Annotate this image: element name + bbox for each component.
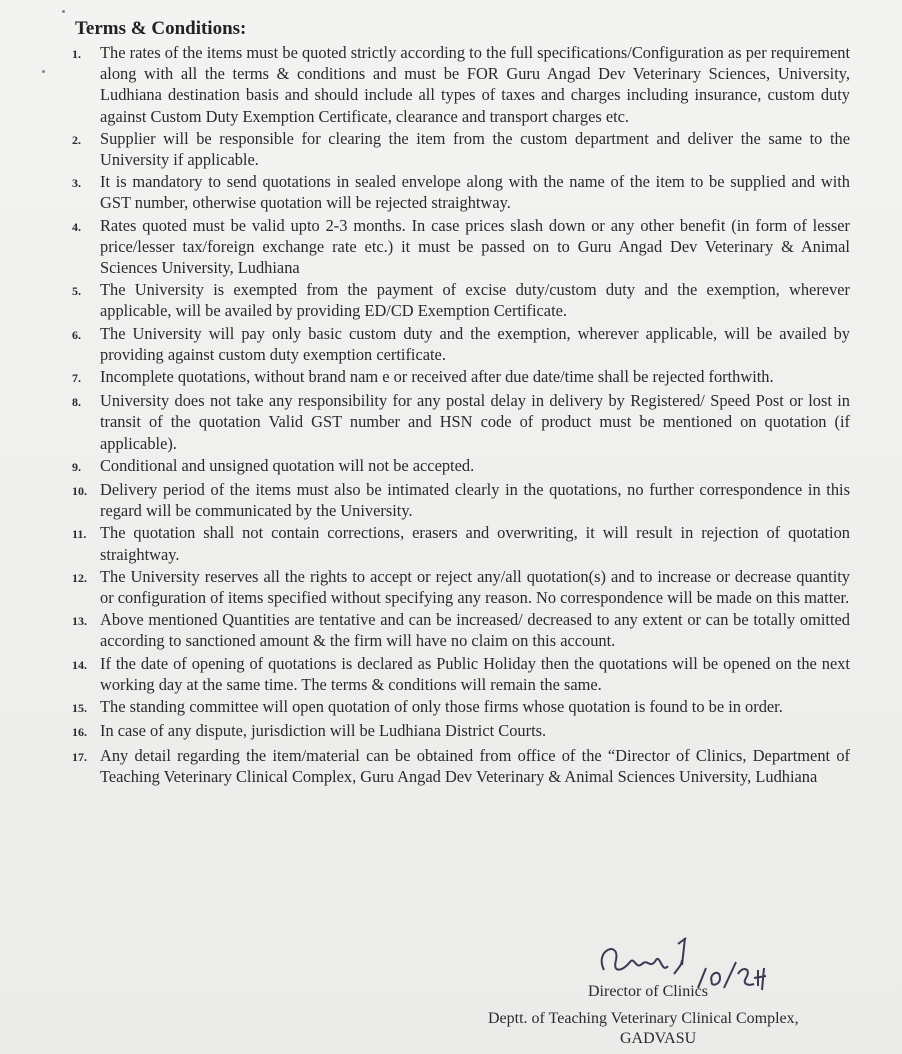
term-number: 8. xyxy=(72,395,81,410)
term-item xyxy=(72,696,850,719)
term-item xyxy=(72,566,850,608)
term-number: 5. xyxy=(72,284,81,299)
term-text: Conditional and unsigned quotation will not be accepted. xyxy=(100,455,475,475)
term-text: Incomplete quotations, without brand nam e or received after due date/time shall be rejected forthwith. xyxy=(100,367,774,387)
term-text: University does not take any responsibility for any postal delay in delivery by Registered/ Speed Post or lost in transit of the quotation Valid GST number and HSN code of product must be mentioned on quotation (if applicable). xyxy=(100,391,850,453)
term-text: The University will pay only basic custom duty and the exemption, wherever applicable, will be availed by providing against custom duty exemption certificate. xyxy=(100,323,850,364)
term-number: 9. xyxy=(72,459,81,474)
term-number: 6. xyxy=(72,327,81,342)
signatory-organization: GADVASU xyxy=(620,1030,697,1047)
term-text: Any detail regarding the item/material can be obtained from office of the “Director of Clinics, Department of Teaching Veterinary Clinical Complex, Guru Angad Dev Veterinary & Animal Sciences University, Ludhiana xyxy=(100,745,850,786)
term-item xyxy=(72,323,850,365)
term-item xyxy=(72,522,850,564)
signatory-designation: Director of Clinics xyxy=(588,983,708,1000)
term-number: 17. xyxy=(72,749,87,764)
term-item xyxy=(72,279,850,321)
term-text: The standing committee will open quotation of only those firms whose quotation is found to be in order. xyxy=(100,697,783,717)
term-number: 7. xyxy=(72,371,81,386)
term-text: It is mandatory to send quotations in sealed envelope along with the name of the item to be supplied and with GST number, otherwise quotation will be rejected straightway. xyxy=(100,172,850,213)
term-number: 2. xyxy=(72,132,81,147)
term-number: 1. xyxy=(72,47,81,61)
term-item xyxy=(72,390,850,454)
term-number: 12. xyxy=(72,570,87,585)
term-text: The rates of the items must be quoted strictly according to the full specifications/Configuration as per requirement along with all the terms & conditions and must be FOR Guru Angad Dev Veterinary Sciences, University, Ludhiana destination basis and should include all types of taxes and charges including insurance, custom duty against Custom Duty Exemption Certificate, clearance and transport charges etc. xyxy=(100,43,850,126)
term-text: Above mentioned Quantities are tentative and can be increased/ decreased to any extent or can be totally omitted according to sanctioned amount & the firm will have no claim on this account. xyxy=(100,610,850,651)
terms-list xyxy=(72,42,850,788)
term-text: Supplier will be responsible for clearing the item from the custom department and deliver the same to the University if applicable. xyxy=(100,128,850,170)
term-number: 4. xyxy=(72,219,81,234)
term-text: Delivery period of the items must also be intimated clearly in the quotations, no further correspondence in this regard will be communicated by the University. xyxy=(100,480,850,521)
term-item xyxy=(72,609,850,651)
term-text: If the date of opening of quotations is declared as Public Holiday then the quotations will be opened on the next working day at the same time. The terms & conditions will remain the same. xyxy=(100,653,850,694)
terms-heading: Terms & Conditions: xyxy=(75,18,247,39)
speck-mark xyxy=(42,70,45,73)
term-item xyxy=(72,215,850,279)
term-text: The University reserves all the rights to accept or reject any/all quotation(s) and to increase or decrease quantity or configuration of items specified without specifying any reason. No correspondence will be made on this matter. xyxy=(100,566,850,608)
term-number: 10. xyxy=(72,484,87,499)
term-number: 16. xyxy=(72,725,87,740)
term-item xyxy=(72,128,850,170)
term-number: 13. xyxy=(72,614,87,629)
term-item xyxy=(72,366,850,389)
term-text: The University is exempted from the payment of excise duty/custom duty and the exemption, wherever applicable, will be availed by providing ED/CD Exemption Certificate. xyxy=(100,280,850,321)
term-number: 3. xyxy=(72,176,81,191)
term-number: 14. xyxy=(72,657,87,672)
term-item xyxy=(72,745,850,787)
term-item xyxy=(72,479,850,521)
term-item xyxy=(72,720,850,743)
term-item xyxy=(72,42,850,127)
term-item xyxy=(72,171,850,213)
term-item xyxy=(72,455,850,478)
term-number: 11. xyxy=(72,527,87,542)
term-number: 15. xyxy=(72,701,87,716)
term-text: In case of any dispute, jurisdiction will be Ludhiana District Courts. xyxy=(100,721,547,741)
speck-mark xyxy=(62,10,65,13)
term-item xyxy=(72,653,850,695)
signature-block xyxy=(470,930,850,1050)
term-text: Rates quoted must be valid upto 2-3 months. In case prices slash down or any other benefit (in form of lesser price/lesser tax/foreign exchange rate etc.) it must be passed on to Guru Angad Dev Veterinary & Animal Sciences University, Ludhiana xyxy=(100,215,850,278)
term-text: The quotation shall not contain corrections, erasers and overwriting, it will result in rejection of quotation straightway. xyxy=(100,523,850,564)
signatory-department: Deptt. of Teaching Veterinary Clinical Complex, xyxy=(488,1010,799,1027)
